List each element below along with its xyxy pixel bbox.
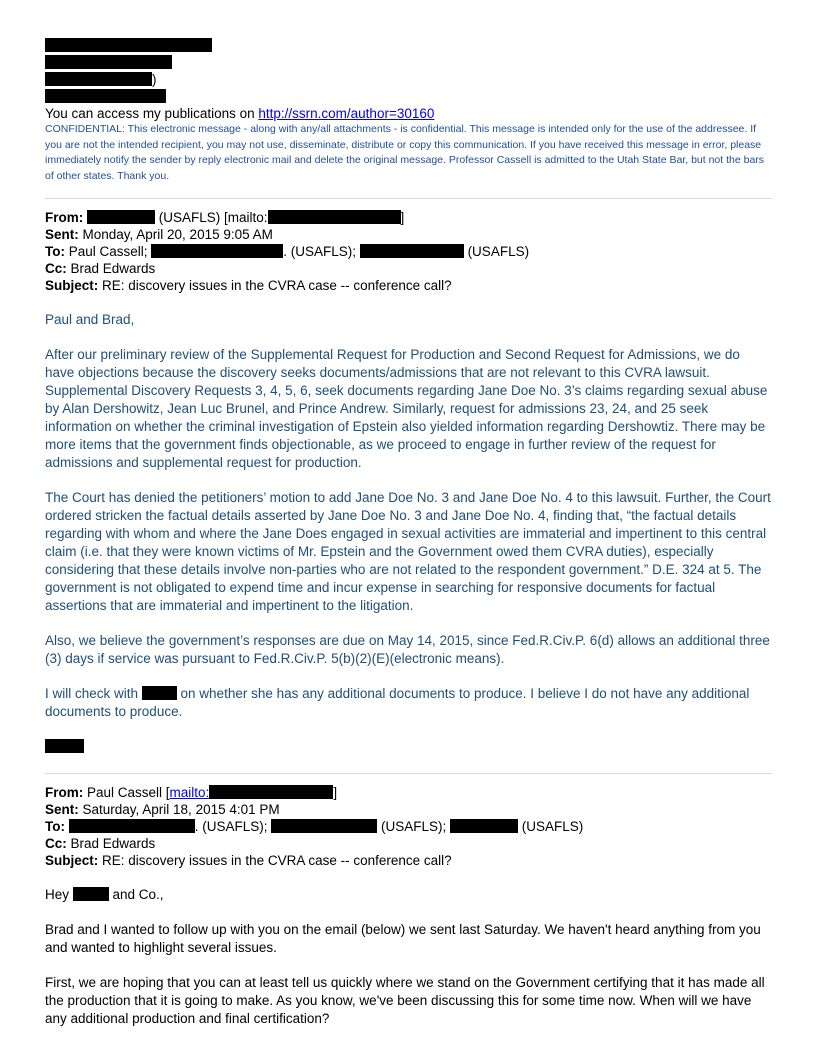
signature-paren: ) — [152, 72, 157, 87]
redaction-box — [360, 244, 464, 258]
email1-subject: Subject: RE: discovery issues in the CVRA case -- conference call? — [45, 278, 452, 293]
email1-sent: Sent: Monday, April 20, 2015 9:05 AM — [45, 227, 273, 242]
email2-subject: Subject: RE: discovery issues in the CVRA case -- conference call? — [45, 853, 452, 868]
email2-sent: Sent: Saturday, April 18, 2015 4:01 PM — [45, 802, 280, 817]
email2-paragraph-1: Brad and I wanted to follow up with you on the email (below) we sent last Saturday. We haven't heard anything from you and wanted to highlight several issues. — [45, 922, 761, 955]
publications-text: You can access my publications on — [45, 106, 259, 121]
mailto-link[interactable]: mailto: — [170, 785, 334, 800]
email1-to: To: Paul Cassell; . (USAFLS); (USAFLS) — [45, 244, 530, 259]
email1-paragraph-1: After our preliminary review of the Supplemental Request for Production and Second Request for Admissions, we do have objections because the discovery seeks documents/admissions that are not relevant to this CVRA lawsuit. Supplemental Discovery Requests 3, 4, 5, 6, seek documents regarding Jane Doe No. 3’s claims regarding sexual abuse by Alan Dershowitz, Jean Luc Brunel, and Prince Andrew. Similarly, request for admissions 23, 24, and 25 seek information on whether the criminal investigation of Epstein also yielded information regarding Dershowtiz. There may be more items that the government finds objectionable, as we proceed to engage in further review of the request for admissions and supplemental request for production. — [45, 347, 768, 470]
email2-to: To: . (USAFLS); (USAFLS); (USAFLS) — [45, 819, 584, 834]
redaction-box — [45, 38, 212, 52]
email1-paragraph-2: The Court has denied the petitioners’ motion to add Jane Doe No. 3 and Jane Doe No. 4 to this lawsuit. Further, the Court ordered stricken the factual details asserted by Jane Doe No. 3 and Jane Doe No. 4, finding that, “the factual details regarding with whom and where the Jane Does engaged in sexual activities are immaterial and impertinent to this central claim (i.e. that they were known victims of Mr. Epstein and the Government owed them CVRA duties), especially considering that these details involve non-parties who are not related to the respondent government.” D.E. 324 at 5. The government is not obligated to expend time and incur expense in searching for responsive documents for factual assertions that are immaterial and impertinent to the litigation. — [45, 490, 771, 613]
email2-paragraph-2: First, we are hoping that you can at least tell us quickly where we stand on the Government certifying that it has made all the production that it is going to make. As you know, we've been discussing this for some time now. When will we have any additional production and final certification? — [45, 975, 765, 1026]
redaction-box — [450, 819, 518, 833]
separator — [45, 198, 772, 199]
separator — [45, 773, 772, 774]
redaction-box — [45, 72, 152, 86]
email1-from: From: (USAFLS) [mailto: ] — [45, 210, 405, 225]
redaction-box — [87, 210, 155, 224]
signature-block — [45, 37, 772, 184]
email-page — [45, 37, 772, 1045]
redaction-box — [142, 686, 177, 700]
redaction-box — [45, 89, 166, 103]
ssrn-link[interactable]: http://ssrn.com/author=30160 — [258, 106, 435, 121]
redaction-box — [69, 819, 195, 833]
email2-cc: Cc: Brad Edwards — [45, 836, 156, 851]
email2-from: From: Paul Cassell [mailto: ] — [45, 785, 338, 800]
redaction-box — [73, 887, 109, 901]
email1-cc: Cc: Brad Edwards — [45, 261, 156, 276]
email2-body — [45, 886, 772, 1028]
redaction-box — [271, 819, 377, 833]
redaction-box — [209, 785, 333, 799]
redaction-box — [151, 244, 283, 258]
redaction-box — [45, 739, 84, 753]
email2-greeting: Hey and Co., — [45, 887, 164, 902]
email1-paragraph-3: Also, we believe the government’s responses are due on May 14, 2015, since Fed.R.Civ.P. 6(d) allows an additional three (3) days if service was pursuant to Fed.R.Civ.P. 5(b)(2)(E)(electronic means). — [45, 633, 770, 666]
email1-body — [45, 311, 772, 756]
email1-signoff — [45, 738, 772, 756]
email1-paragraph-4: I will check with on whether she has any additional documents to produce. I believe I do not have any additional documents to produce. — [45, 686, 750, 719]
redaction-box — [45, 55, 172, 69]
email1-greeting: Paul and Brad, — [45, 312, 135, 327]
email2-header — [45, 784, 772, 869]
publications-line — [45, 105, 772, 122]
confidential-notice: CONFIDENTIAL: This electronic message - along with any/all attachments - is confidential. This message is intended only for the use of the addressee. If you are not the intended recipient, you may not use, disseminate, distribute or copy this communication. If you have received this message in error, please immediately notify the sender by reply electronic mail and delete the original message. Professor Cassell is admitted to the Utah State Bar, but not the bars of other states. Thank you. — [45, 123, 765, 182]
redaction-box — [268, 210, 401, 224]
email1-header — [45, 209, 772, 294]
